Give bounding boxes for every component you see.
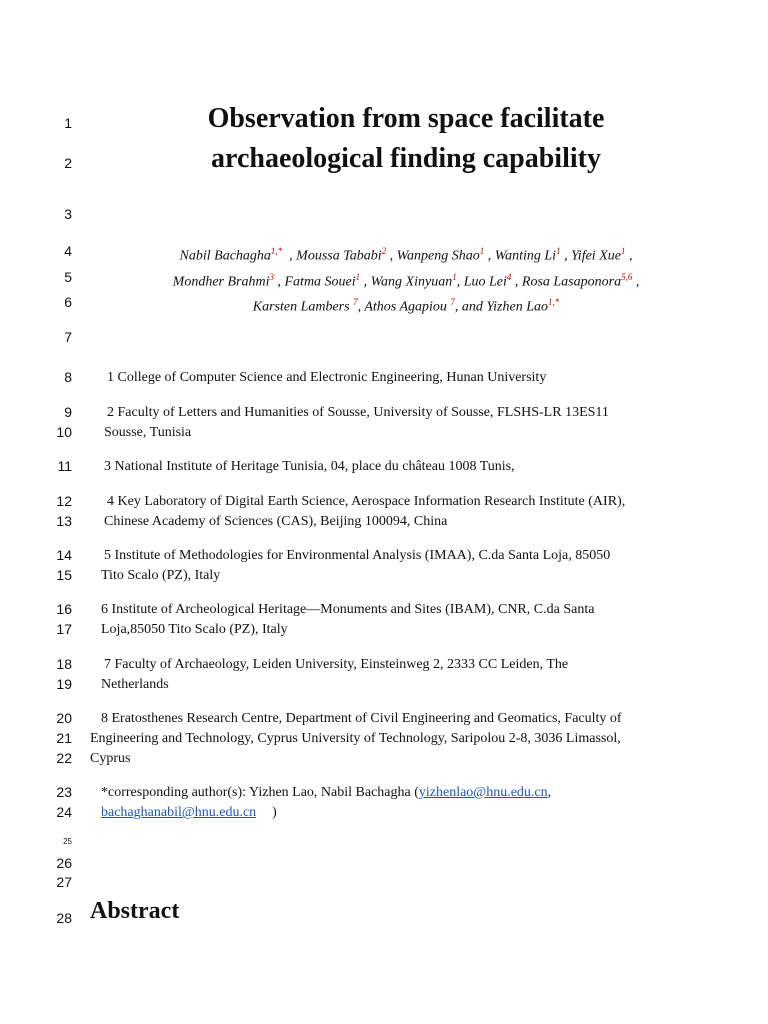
author-affiliation-marker: 7 <box>450 297 455 307</box>
line-number: 10 <box>56 424 72 440</box>
author-list-line-2: Mondher Brahmi$^3$ , Fatma Souei$^1$ , Wang Xinyuan$^1$, Luo Lei$^4$ , Rosa Lasaponora$^{5,6}$ , <box>172 272 640 290</box>
line-number: 26 <box>56 855 72 871</box>
author-name: Yifei Xue <box>571 248 621 264</box>
affiliation-4-cont: Chinese Academy of Sciences (CAS), Beijing 100094, China <box>104 514 448 529</box>
author-connector: and <box>461 299 483 315</box>
author-name: Luo Lei <box>463 274 507 290</box>
author-affiliation-marker: 2 <box>381 246 387 256</box>
line-number: 22 <box>56 750 72 766</box>
author-affiliation-marker: 1 <box>355 272 361 282</box>
affiliation-5-cont: Tito Scalo (PZ), Italy <box>101 568 221 583</box>
section-heading-abstract: Abstract <box>90 898 180 924</box>
affiliation-8-cont: Engineering and Technology, Cyprus University of Technology, Saripolou 2-8, 3036 Limassol, <box>90 731 621 746</box>
line-number: 12 <box>56 493 72 509</box>
line-number: 13 <box>56 513 72 529</box>
line-number: 4 <box>64 243 72 259</box>
affiliation-3: 3 National Institute of Heritage Tunisia, 04, place du château 1008 Tunis, <box>104 459 515 474</box>
author-affiliation-marker: 1,* <box>270 246 283 256</box>
line-number: 23 <box>56 784 72 800</box>
affiliation-8-cont: Cyprus <box>90 751 131 766</box>
author-affiliation-marker: 3 <box>269 272 274 282</box>
author-name: Moussa Tababi <box>296 248 382 264</box>
author-name: Yizhen Lao <box>486 299 549 315</box>
line-number: 27 <box>56 874 72 890</box>
affiliation-7: 7 Faculty of Archaeology, Leiden University, Einsteinweg 2, 2333 CC Leiden, The <box>104 657 569 672</box>
author-affiliation-marker: 1 <box>452 272 457 282</box>
affiliation-2-cont: Sousse, Tunisia <box>104 425 192 440</box>
author-name: Karsten Lambers <box>252 299 350 315</box>
email-link-bachaghanabil[interactable]: bachaghanabil@hnu.edu.cn <box>101 805 257 820</box>
author-name: Mondher Brahmi <box>172 274 270 290</box>
author-name: Wang Xinyuan <box>370 274 453 290</box>
closing-paren: ) <box>272 805 277 820</box>
line-number: 25 <box>63 837 72 846</box>
author-affiliation-marker: 5,6 <box>621 272 633 282</box>
correspondence-label: *corresponding author(s): Yizhen Lao, Nabil Bachagha ( <box>101 785 419 800</box>
line-number: 14 <box>56 547 72 563</box>
line-number: 21 <box>56 730 72 746</box>
line-number: 28 <box>56 910 72 926</box>
affiliation-5: 5 Institute of Methodologies for Environmental Analysis (IMAA), C.da Santa Loja, 85050 <box>104 548 611 563</box>
line-number: 9 <box>64 404 72 420</box>
affiliation-1: 1 College of Computer Science and Electronic Engineering, Hunan University <box>107 370 547 385</box>
line-number: 18 <box>56 656 72 672</box>
line-number: 17 <box>56 621 72 637</box>
author-list-line-3: Karsten Lambers $^7$, Athos Agapiou $^7$, and Yizhen Lao$^{1,*}$ <box>252 297 560 315</box>
author-name: Rosa Lasaponora <box>521 274 622 290</box>
line-number: 20 <box>56 710 72 726</box>
affiliation-2: 2 Faculty of Letters and Humanities of Sousse, University of Sousse, FLSHS-LR 13ES11 <box>107 405 609 420</box>
paper-title-line-2: archaeological finding capability <box>211 143 601 174</box>
affiliation-6: 6 Institute of Archeological Heritage—Monuments and Sites (IBAM), CNR, C.da Santa <box>101 602 595 617</box>
paper-title-line-1: Observation from space facilitate <box>207 103 605 134</box>
author-affiliation-marker: 1 <box>479 246 485 256</box>
line-number: 11 <box>57 458 72 474</box>
affiliation-4: 4 Key Laboratory of Digital Earth Science, Aerospace Information Research Institute (AIR), <box>107 494 626 509</box>
author-affiliation-marker: 1,* <box>548 297 560 307</box>
line-number: 15 <box>56 567 72 583</box>
line-number: 8 <box>64 369 72 385</box>
author-name: Fatma Souei <box>284 274 356 290</box>
line-number: 6 <box>64 294 72 310</box>
line-number: 19 <box>56 676 72 692</box>
line-number: 3 <box>64 206 72 222</box>
author-affiliation-marker: 1 <box>556 246 561 256</box>
author-name: Nabil Bachagha <box>179 248 271 264</box>
author-list-line-1: Nabil Bachagha$^{1,*}$ , Moussa Tababi$^2$ , Wanpeng Shao$^1$ , Wanting Li$^1$ , Yifei Xue$^1$ , <box>179 246 633 264</box>
affiliation-7-cont: Netherlands <box>101 677 169 692</box>
email-link-yizhenlao[interactable]: yizhenlao@hnu.edu.cn <box>418 785 548 800</box>
author-name: Athos Agapiou <box>364 299 447 315</box>
separator: , <box>547 785 552 800</box>
corresponding-authors-cont <box>101 803 277 823</box>
author-affiliation-marker: 4 <box>506 272 512 282</box>
author-name: Wanpeng Shao <box>396 248 480 264</box>
author-name: Wanting Li <box>494 248 557 264</box>
line-number: 7 <box>64 329 72 345</box>
line-number: 16 <box>56 601 72 617</box>
line-number: 5 <box>64 269 72 285</box>
affiliation-6-cont: Loja,85050 Tito Scalo (PZ), Italy <box>101 622 288 637</box>
corresponding-authors <box>101 783 551 803</box>
affiliation-8: 8 Eratosthenes Research Centre, Department of Civil Engineering and Geomatics, Faculty of <box>101 711 622 726</box>
line-number: 24 <box>56 804 72 820</box>
line-number: 1 <box>64 115 72 131</box>
line-number: 2 <box>64 155 72 171</box>
author-affiliation-marker: 1 <box>620 246 626 256</box>
author-affiliation-marker: 7 <box>353 297 358 307</box>
